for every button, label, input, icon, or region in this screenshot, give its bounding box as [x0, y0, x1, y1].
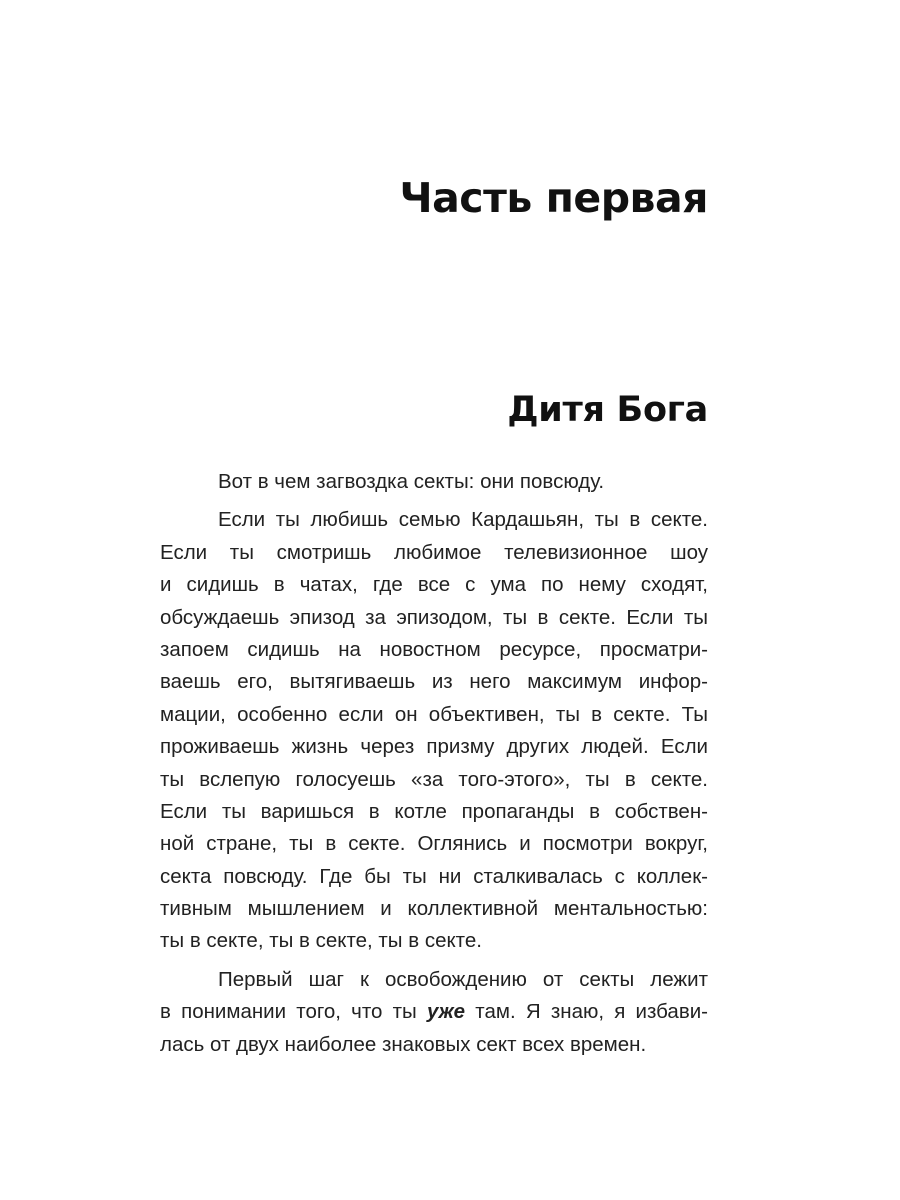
text-line: Если ты варишься в котле пропаганды в собствен- — [160, 799, 708, 823]
text-fragment: там. Я знаю, я избави- — [465, 1000, 708, 1024]
text-line: Если ты смотришь любимое телевизионное шоу — [160, 540, 708, 564]
text-line: лась от двух наиболее знаковых сект всех времен. — [160, 1032, 647, 1056]
chapter-body — [160, 466, 708, 1061]
text-line: и сидишь в чатах, где все с ума по нему сходят, — [160, 573, 708, 597]
text-line: Первый шаг к освобождению от секты лежит — [218, 967, 708, 991]
text-line: Вот в чем загвоздка секты: они повсюду. — [218, 470, 605, 493]
part-title: Часть первая — [399, 174, 708, 222]
text-line: мации, особенно если он объективен, ты в секте. Ты — [160, 702, 708, 726]
paragraph-3 — [160, 964, 708, 1061]
paragraph-1 — [160, 466, 708, 498]
text-line: обсуждаешь эпизод за эпизодом, ты в секте. Если ты — [160, 605, 708, 629]
paragraph-2 — [160, 504, 708, 957]
text-line: ты вслепую голосуешь «за того-этого», ты в секте. — [160, 767, 708, 791]
emphasized-word: уже — [426, 1000, 466, 1024]
chapter-title: Дитя Бога — [507, 390, 708, 430]
text-line: Если ты любишь семью Кардашьян, ты в секте. — [218, 508, 708, 532]
text-line: проживаешь жизнь через призму других людей. Если — [160, 735, 708, 759]
text-line: тивным мышлением и коллективной ментальностью: — [160, 897, 708, 921]
text-line: ты в секте, ты в секте, ты в секте. — [160, 929, 482, 953]
text-line-with-emphasis — [160, 996, 708, 1028]
text-line: секта повсюду. Где бы ты ни сталкивалась с коллек- — [160, 864, 708, 888]
text-fragment: в понимании того, что ты — [160, 1000, 427, 1024]
text-line: ваешь его, вытягиваешь из него максимум инфор- — [160, 670, 708, 694]
text-line: запоем сидишь на новостном ресурсе, просматри- — [160, 637, 708, 661]
text-line: ной стране, ты в секте. Оглянись и посмотри вокруг, — [160, 832, 708, 856]
